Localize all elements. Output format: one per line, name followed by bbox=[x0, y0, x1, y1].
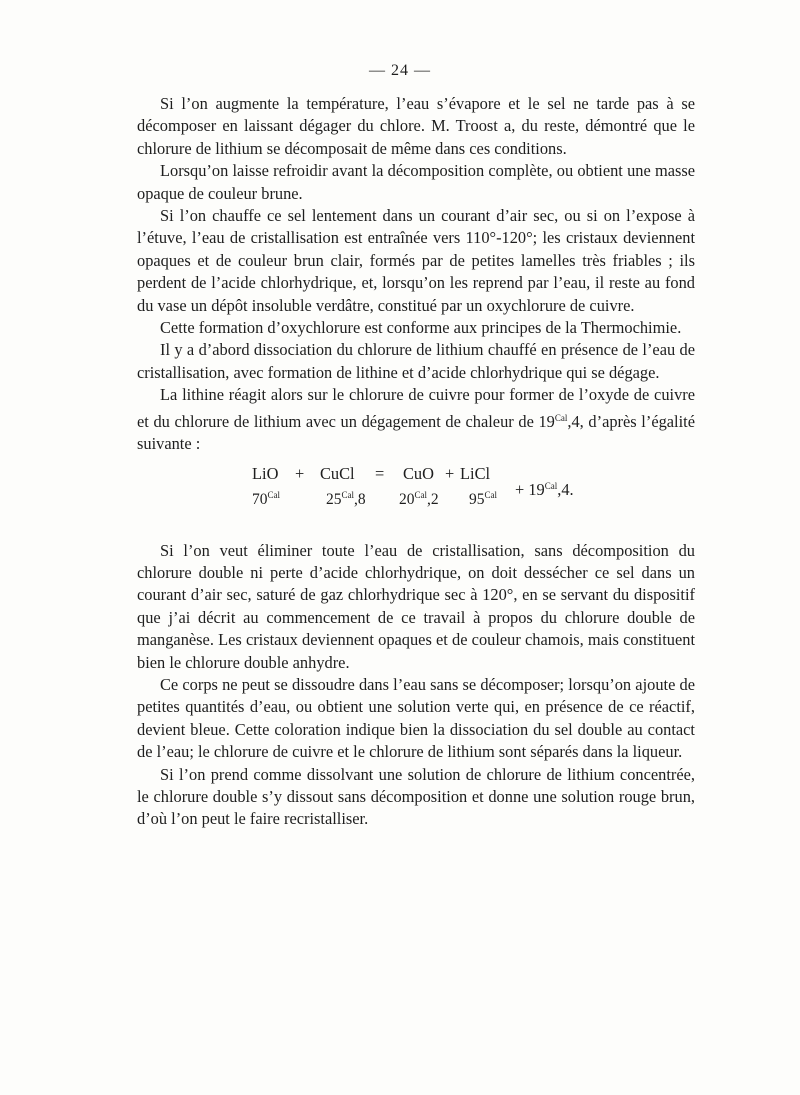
value-decimal: ,8 bbox=[354, 490, 366, 508]
value-number: 25 bbox=[326, 490, 342, 508]
paragraph-text: La lithine réagit alors sur le chlorure de cuivre pour former de l’oxyde de cuivre et du chlorure de lithium avec un dégagement de chaleur de 19 bbox=[137, 385, 695, 431]
thermochemical-equation bbox=[137, 464, 695, 534]
unit-superscript: Cal bbox=[544, 480, 558, 491]
unit-superscript: Cal bbox=[554, 412, 568, 423]
paragraph: Si l’on veut éliminer toute l’eau de cristallisation, sans décomposition du chlorure double ni perte d’acide chlorhydrique, on doit dessécher ce sel dans un courant d’air sec, saturé de gaz chlorhydrique sec à 120°, en se servant du dispositif que j’ai décrit au commencement de ce travail à propos du chlorure double de manganèse. Les cristaux deviennent opaques et de couleur chamois, mais constituent bien le chlorure double anhydre. bbox=[137, 540, 695, 672]
paragraph: Si l’on chauffe ce sel lentement dans un courant d’air sec, ou si on l’expose à l’étuve, l’eau de cristallisation est entraînée vers 110°-120°; les cristaux deviennent opaques et de couleur brun clair, formés par de petites lamelles très friables ; ils perdent de l’acide chlorhydrique, et, lorsqu’on les reprend par l’eau, il reste au fond du vase un dépôt insoluble verdâtre, constitué par un oxychlorure de cuivre. bbox=[137, 206, 695, 315]
equation-value bbox=[469, 490, 497, 509]
unit-superscript: Cal bbox=[267, 489, 280, 500]
equation-value bbox=[399, 490, 439, 509]
equation-formula: LiO bbox=[252, 463, 279, 483]
equation-operator: = bbox=[375, 463, 385, 483]
result-number: + 19 bbox=[515, 479, 545, 499]
paragraph: Si l’on prend comme dissolvant une solution de chlorure de lithium concentrée, le chlorure double s’y dissout sans décomposition et donne une solution rouge brun, d’où l’on peut le faire recristalliser. bbox=[137, 764, 695, 829]
equation-operator: + bbox=[295, 463, 305, 483]
paragraph: Cette formation d’oxychlorure est conforme aux principes de la Thermochimie. bbox=[160, 318, 682, 338]
equation-formula: CuCl bbox=[320, 463, 355, 483]
equation-value bbox=[252, 490, 280, 509]
value-number: 70 bbox=[252, 490, 268, 508]
equation-result bbox=[515, 480, 574, 500]
page-number: — 24 — bbox=[369, 62, 431, 79]
unit-superscript: Cal bbox=[484, 489, 497, 500]
paragraph-tail: ,4, d’après l’égalité suivante : bbox=[137, 411, 695, 454]
result-decimal: ,4. bbox=[557, 479, 574, 499]
paragraph: Si l’on augmente la température, l’eau s’évapore et le sel ne tarde pas à se décomposer en laissant dégager du chlore. M. Troost a, du reste, démontré que le chlorure de lithium se décomposait de même dans ces conditions. bbox=[137, 94, 695, 158]
unit-superscript: Cal bbox=[414, 489, 427, 500]
text-block bbox=[137, 93, 695, 831]
paragraph bbox=[137, 384, 695, 455]
value-number: 20 bbox=[399, 490, 415, 508]
paragraph: Il y a d’abord dissociation du chlorure de lithium chauffé en présence de l’eau de cristallisation, avec formation de lithine et d’acide chlorhydrique qui se dégage. bbox=[137, 340, 695, 382]
equation-operator: + bbox=[445, 463, 455, 483]
unit-superscript: Cal bbox=[341, 489, 354, 500]
paragraph: Ce corps ne peut se dissoudre dans l’eau sans se décomposer; lorsqu’on ajoute de petites quantités d’eau, ou obtient une solution verte qui, en présence de ce réactif, devient bleue. Cette coloration indique bien la dissociation du sel double au contact de l’eau; le chlorure de cuivre et le chlorure de lithium sont séparés dans la liqueur. bbox=[137, 674, 695, 762]
equation-formula: LiCl bbox=[460, 463, 491, 483]
value-number: 95 bbox=[469, 490, 485, 508]
equation-value bbox=[326, 490, 366, 509]
value-decimal: ,2 bbox=[427, 490, 439, 508]
equation-formula: CuO bbox=[403, 463, 434, 483]
paragraph: Lorsqu’on laisse refroidir avant la décomposition complète, ou obtient une masse opaque de couleur brune. bbox=[137, 161, 695, 203]
